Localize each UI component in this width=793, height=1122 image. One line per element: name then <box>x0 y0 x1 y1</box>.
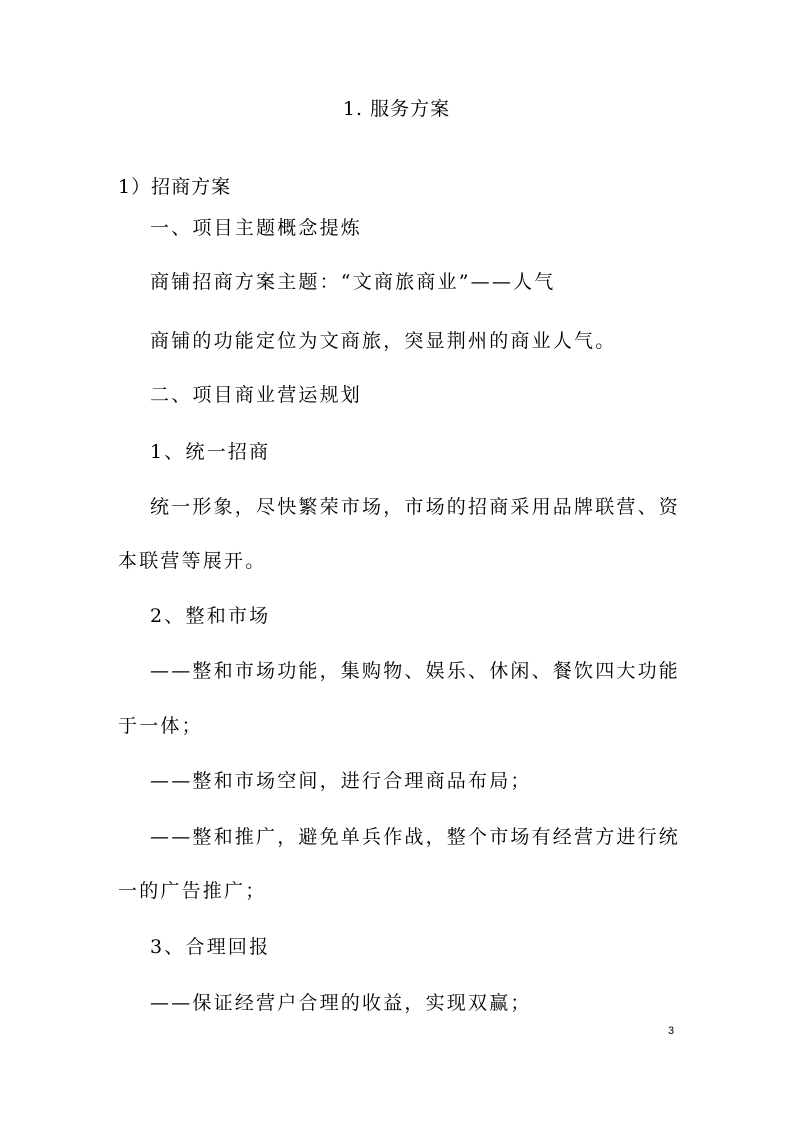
page-number: 3 <box>668 1025 675 1037</box>
document-title: 1. 服务方案 <box>342 98 451 120</box>
paragraph-market-space: ——整和市场空间，进行合理商品布局； <box>150 770 532 792</box>
paragraph-item-1: 1、统一招商 <box>150 441 271 463</box>
paragraph-subheading-1: 一、项目主题概念提炼 <box>150 217 363 239</box>
paragraph-item-2: 2、整和市场 <box>150 605 271 627</box>
paragraph-market-function-line1: ——整和市场功能，集购物、娱乐、休闲、餐饮四大功能 <box>150 660 681 682</box>
paragraph-theme: 商铺招商方案主题：“文商旅商业”——人气 <box>150 271 556 293</box>
paragraph-promotion-line1: ——整和推广，避免单兵作战，整个市场有经营方进行统 <box>150 826 681 848</box>
paragraph-positioning: 商铺的功能定位为文商旅，突显荆州的商业人气。 <box>150 330 617 352</box>
paragraph-item-3: 3、合理回报 <box>150 936 271 958</box>
paragraph-unified-image-line1: 统一形象，尽快繁荣市场，市场的招商采用品牌联营、资 <box>150 496 681 518</box>
section-heading: 1）招商方案 <box>118 176 232 198</box>
paragraph-unified-image-line2: 本联营等展开。 <box>118 550 267 572</box>
paragraph-subheading-2: 二、项目商业营运规划 <box>150 384 363 406</box>
paragraph-promotion-line2: 一的广告推广； <box>118 880 267 902</box>
paragraph-market-function-line2: 于一体； <box>118 715 203 737</box>
paragraph-return: ——保证经营户合理的收益，实现双赢； <box>150 992 532 1014</box>
